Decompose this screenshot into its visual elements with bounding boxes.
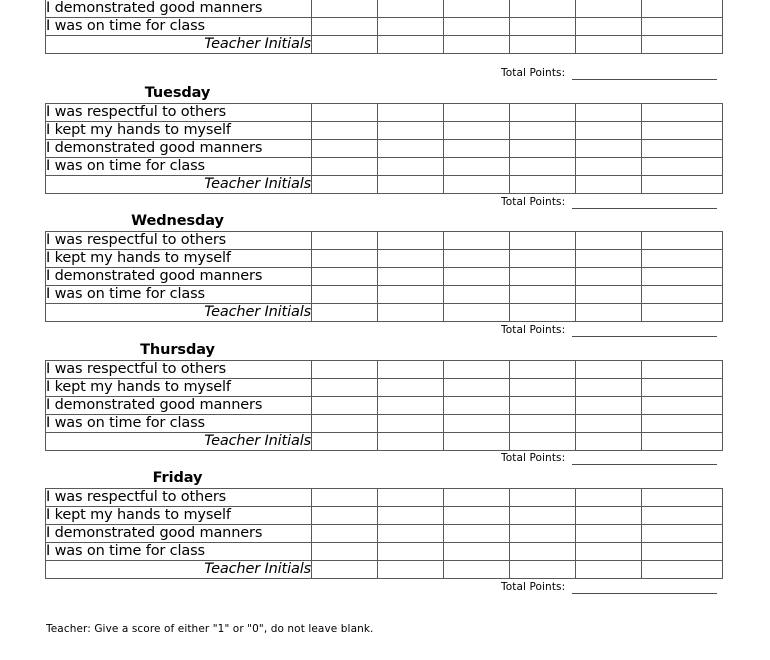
score-cell[interactable] [576, 18, 642, 36]
table-row [46, 507, 723, 525]
day-table-wrap-friday [45, 488, 717, 579]
teacher-initials-cell[interactable] [642, 304, 723, 322]
score-cell[interactable] [576, 361, 642, 379]
score-cell[interactable] [444, 361, 510, 379]
score-cell[interactable] [642, 250, 723, 268]
teacher-initials-cell[interactable] [378, 304, 444, 322]
teacher-initials-cell[interactable] [510, 36, 576, 54]
score-cell[interactable] [378, 361, 444, 379]
score-cell[interactable] [312, 379, 378, 397]
table-row [46, 543, 723, 561]
behavior-label: I kept my hands to myself [46, 250, 312, 268]
total-points-row [45, 66, 717, 83]
total-points-label: Total Points: [501, 581, 566, 593]
teacher-initials-cell[interactable] [378, 176, 444, 194]
score-cell[interactable] [378, 250, 444, 268]
score-cell[interactable] [510, 543, 576, 561]
teacher-initials-cell[interactable] [444, 304, 510, 322]
day-heading-wrap [45, 84, 717, 104]
table-row [46, 286, 723, 304]
score-cell[interactable] [312, 489, 378, 507]
teacher-initials-cell[interactable] [642, 36, 723, 54]
behavior-label: I was on time for class [46, 415, 312, 433]
teacher-initials-cell[interactable] [444, 36, 510, 54]
score-cell[interactable] [444, 0, 510, 18]
teacher-initials-cell[interactable] [642, 176, 723, 194]
day-table-monday [45, 0, 723, 54]
score-cell[interactable] [510, 268, 576, 286]
score-cell[interactable] [576, 286, 642, 304]
teacher-initials-cell[interactable] [444, 433, 510, 451]
day-heading-thursday: Thursday [140, 342, 215, 358]
score-cell[interactable] [312, 104, 378, 122]
score-cell[interactable] [576, 489, 642, 507]
table-row [46, 397, 723, 415]
score-cell[interactable] [642, 525, 723, 543]
behavior-label: I demonstrated good manners [46, 140, 312, 158]
behavior-label: I kept my hands to myself [46, 122, 312, 140]
table-row [46, 268, 723, 286]
teacher-initials-cell[interactable] [510, 433, 576, 451]
score-cell[interactable] [312, 0, 378, 18]
score-cell[interactable] [642, 158, 723, 176]
behavior-label: I was on time for class [46, 18, 312, 36]
total-points-row [45, 451, 717, 468]
total-points-input-line[interactable] [572, 593, 717, 594]
total-points-row [45, 580, 717, 597]
score-cell[interactable] [378, 104, 444, 122]
score-cell[interactable] [378, 286, 444, 304]
teacher-initials-cell[interactable] [312, 36, 378, 54]
total-points-label: Total Points: [501, 196, 566, 208]
score-cell[interactable] [312, 507, 378, 525]
score-cell[interactable] [642, 379, 723, 397]
table-row [46, 379, 723, 397]
day-table-wrap-thursday [45, 360, 717, 451]
score-cell[interactable] [312, 397, 378, 415]
teacher-initials-cell[interactable] [576, 36, 642, 54]
score-cell[interactable] [642, 397, 723, 415]
score-cell[interactable] [642, 232, 723, 250]
table-row [46, 250, 723, 268]
score-cell[interactable] [378, 489, 444, 507]
score-cell[interactable] [312, 415, 378, 433]
total-points-input-line[interactable] [572, 79, 717, 80]
score-cell[interactable] [576, 140, 642, 158]
score-cell[interactable] [510, 104, 576, 122]
score-cell[interactable] [444, 543, 510, 561]
table-row [46, 0, 723, 18]
table-row [46, 140, 723, 158]
score-cell[interactable] [510, 415, 576, 433]
score-cell[interactable] [642, 268, 723, 286]
total-points-input-line[interactable] [572, 208, 717, 209]
score-cell[interactable] [378, 379, 444, 397]
score-cell[interactable] [378, 158, 444, 176]
teacher-initials-cell[interactable] [378, 561, 444, 579]
score-cell[interactable] [576, 415, 642, 433]
teacher-initials-label: Teacher Initials [46, 176, 312, 194]
total-points-label: Total Points: [501, 324, 566, 336]
score-cell[interactable] [510, 18, 576, 36]
day-heading-wrap [45, 469, 717, 489]
score-cell[interactable] [642, 415, 723, 433]
day-table-wrap-wednesday [45, 231, 717, 322]
behavior-label: I demonstrated good manners [46, 268, 312, 286]
teacher-initials-row [46, 304, 723, 322]
teacher-initials-row [46, 36, 723, 54]
table-row [46, 122, 723, 140]
teacher-initials-row [46, 561, 723, 579]
behavior-label: I kept my hands to myself [46, 379, 312, 397]
day-heading-wrap [45, 212, 717, 232]
table-row [46, 361, 723, 379]
day-table-friday [45, 488, 723, 579]
score-cell[interactable] [444, 268, 510, 286]
score-cell[interactable] [576, 379, 642, 397]
teacher-initials-cell[interactable] [312, 304, 378, 322]
score-cell[interactable] [312, 232, 378, 250]
score-cell[interactable] [510, 0, 576, 18]
score-cell[interactable] [378, 122, 444, 140]
table-row [46, 18, 723, 36]
score-cell[interactable] [576, 0, 642, 18]
score-cell[interactable] [378, 268, 444, 286]
score-cell[interactable] [510, 122, 576, 140]
score-cell[interactable] [642, 18, 723, 36]
teacher-initials-label: Teacher Initials [46, 36, 312, 54]
score-cell[interactable] [642, 104, 723, 122]
score-cell[interactable] [510, 250, 576, 268]
score-cell[interactable] [510, 525, 576, 543]
table-row [46, 525, 723, 543]
score-cell[interactable] [642, 0, 723, 18]
behavior-label: I was respectful to others [46, 361, 312, 379]
score-cell[interactable] [444, 18, 510, 36]
footer-note: Teacher: Give a score of either "1" or "0", do not leave blank. [46, 623, 374, 635]
behavior-label: I was respectful to others [46, 104, 312, 122]
score-cell[interactable] [642, 140, 723, 158]
teacher-initials-label: Teacher Initials [46, 433, 312, 451]
score-cell[interactable] [444, 489, 510, 507]
teacher-initials-cell[interactable] [642, 433, 723, 451]
score-cell[interactable] [378, 397, 444, 415]
table-row [46, 489, 723, 507]
teacher-initials-cell[interactable] [312, 561, 378, 579]
behavior-label: I was on time for class [46, 286, 312, 304]
score-cell[interactable] [642, 361, 723, 379]
score-cell[interactable] [510, 140, 576, 158]
teacher-initials-label: Teacher Initials [46, 561, 312, 579]
score-cell[interactable] [378, 0, 444, 18]
behavior-label: I was on time for class [46, 158, 312, 176]
day-table-thursday [45, 360, 723, 451]
total-points-input-line[interactable] [572, 336, 717, 337]
score-cell[interactable] [642, 507, 723, 525]
score-cell[interactable] [312, 525, 378, 543]
teacher-initials-cell[interactable] [642, 561, 723, 579]
score-cell[interactable] [444, 379, 510, 397]
score-cell[interactable] [576, 250, 642, 268]
score-cell[interactable] [444, 507, 510, 525]
score-cell[interactable] [576, 158, 642, 176]
teacher-initials-cell[interactable] [312, 176, 378, 194]
score-cell[interactable] [510, 286, 576, 304]
score-cell[interactable] [444, 158, 510, 176]
behavior-label: I demonstrated good manners [46, 525, 312, 543]
teacher-initials-cell[interactable] [510, 561, 576, 579]
teacher-initials-row [46, 176, 723, 194]
day-heading-tuesday: Tuesday [144, 85, 211, 101]
score-cell[interactable] [510, 361, 576, 379]
score-cell[interactable] [576, 268, 642, 286]
score-cell[interactable] [642, 122, 723, 140]
score-cell[interactable] [510, 507, 576, 525]
teacher-initials-cell[interactable] [576, 433, 642, 451]
score-cell[interactable] [576, 122, 642, 140]
teacher-initials-cell[interactable] [444, 176, 510, 194]
total-points-input-line[interactable] [572, 464, 717, 465]
day-table-wrap-monday [45, 0, 717, 54]
total-points-label: Total Points: [501, 67, 566, 79]
score-cell[interactable] [312, 286, 378, 304]
table-row [46, 415, 723, 433]
table-row [46, 104, 723, 122]
day-table-wednesday [45, 231, 723, 322]
teacher-initials-row [46, 433, 723, 451]
teacher-initials-cell[interactable] [576, 304, 642, 322]
total-points-label: Total Points: [501, 452, 566, 464]
total-points-row [45, 195, 717, 212]
score-cell[interactable] [576, 525, 642, 543]
score-cell[interactable] [444, 415, 510, 433]
score-cell[interactable] [444, 140, 510, 158]
teacher-initials-cell[interactable] [510, 176, 576, 194]
score-cell[interactable] [444, 525, 510, 543]
score-cell[interactable] [444, 250, 510, 268]
behavior-label: I was respectful to others [46, 489, 312, 507]
behavior-label: I demonstrated good manners [46, 0, 312, 18]
score-cell[interactable] [378, 18, 444, 36]
score-cell[interactable] [378, 525, 444, 543]
table-row [46, 232, 723, 250]
score-cell[interactable] [378, 507, 444, 525]
teacher-initials-cell[interactable] [378, 433, 444, 451]
score-cell[interactable] [312, 140, 378, 158]
score-cell[interactable] [312, 158, 378, 176]
score-cell[interactable] [576, 543, 642, 561]
score-cell[interactable] [312, 250, 378, 268]
behavior-label: I was respectful to others [46, 232, 312, 250]
score-cell[interactable] [312, 122, 378, 140]
total-points-row [45, 323, 717, 340]
score-cell[interactable] [642, 286, 723, 304]
score-cell[interactable] [576, 397, 642, 415]
score-cell[interactable] [378, 543, 444, 561]
score-cell[interactable] [378, 232, 444, 250]
score-cell[interactable] [378, 140, 444, 158]
teacher-initials-cell[interactable] [312, 433, 378, 451]
score-cell[interactable] [510, 489, 576, 507]
day-heading-wednesday: Wednesday [131, 213, 224, 229]
score-cell[interactable] [312, 543, 378, 561]
score-cell[interactable] [576, 232, 642, 250]
score-cell[interactable] [444, 286, 510, 304]
day-heading-friday: Friday [152, 470, 203, 486]
score-cell[interactable] [312, 361, 378, 379]
score-cell[interactable] [312, 268, 378, 286]
score-cell[interactable] [312, 18, 378, 36]
score-cell[interactable] [510, 379, 576, 397]
score-cell[interactable] [510, 232, 576, 250]
behavior-label: I kept my hands to myself [46, 507, 312, 525]
behavior-label: I was on time for class [46, 543, 312, 561]
table-row [46, 158, 723, 176]
teacher-initials-cell[interactable] [510, 304, 576, 322]
teacher-initials-cell[interactable] [576, 176, 642, 194]
teacher-initials-cell[interactable] [576, 561, 642, 579]
score-cell[interactable] [378, 415, 444, 433]
score-cell[interactable] [444, 122, 510, 140]
score-cell[interactable] [642, 543, 723, 561]
score-cell[interactable] [576, 104, 642, 122]
score-cell[interactable] [576, 507, 642, 525]
score-cell[interactable] [444, 104, 510, 122]
score-cell[interactable] [444, 397, 510, 415]
score-cell[interactable] [642, 489, 723, 507]
day-heading-wrap [45, 341, 717, 361]
score-cell[interactable] [444, 232, 510, 250]
teacher-initials-cell[interactable] [444, 561, 510, 579]
teacher-initials-cell[interactable] [378, 36, 444, 54]
score-cell[interactable] [510, 158, 576, 176]
day-table-wrap-tuesday [45, 103, 717, 194]
score-cell[interactable] [510, 397, 576, 415]
teacher-initials-label: Teacher Initials [46, 304, 312, 322]
day-table-tuesday [45, 103, 723, 194]
behavior-label: I demonstrated good manners [46, 397, 312, 415]
